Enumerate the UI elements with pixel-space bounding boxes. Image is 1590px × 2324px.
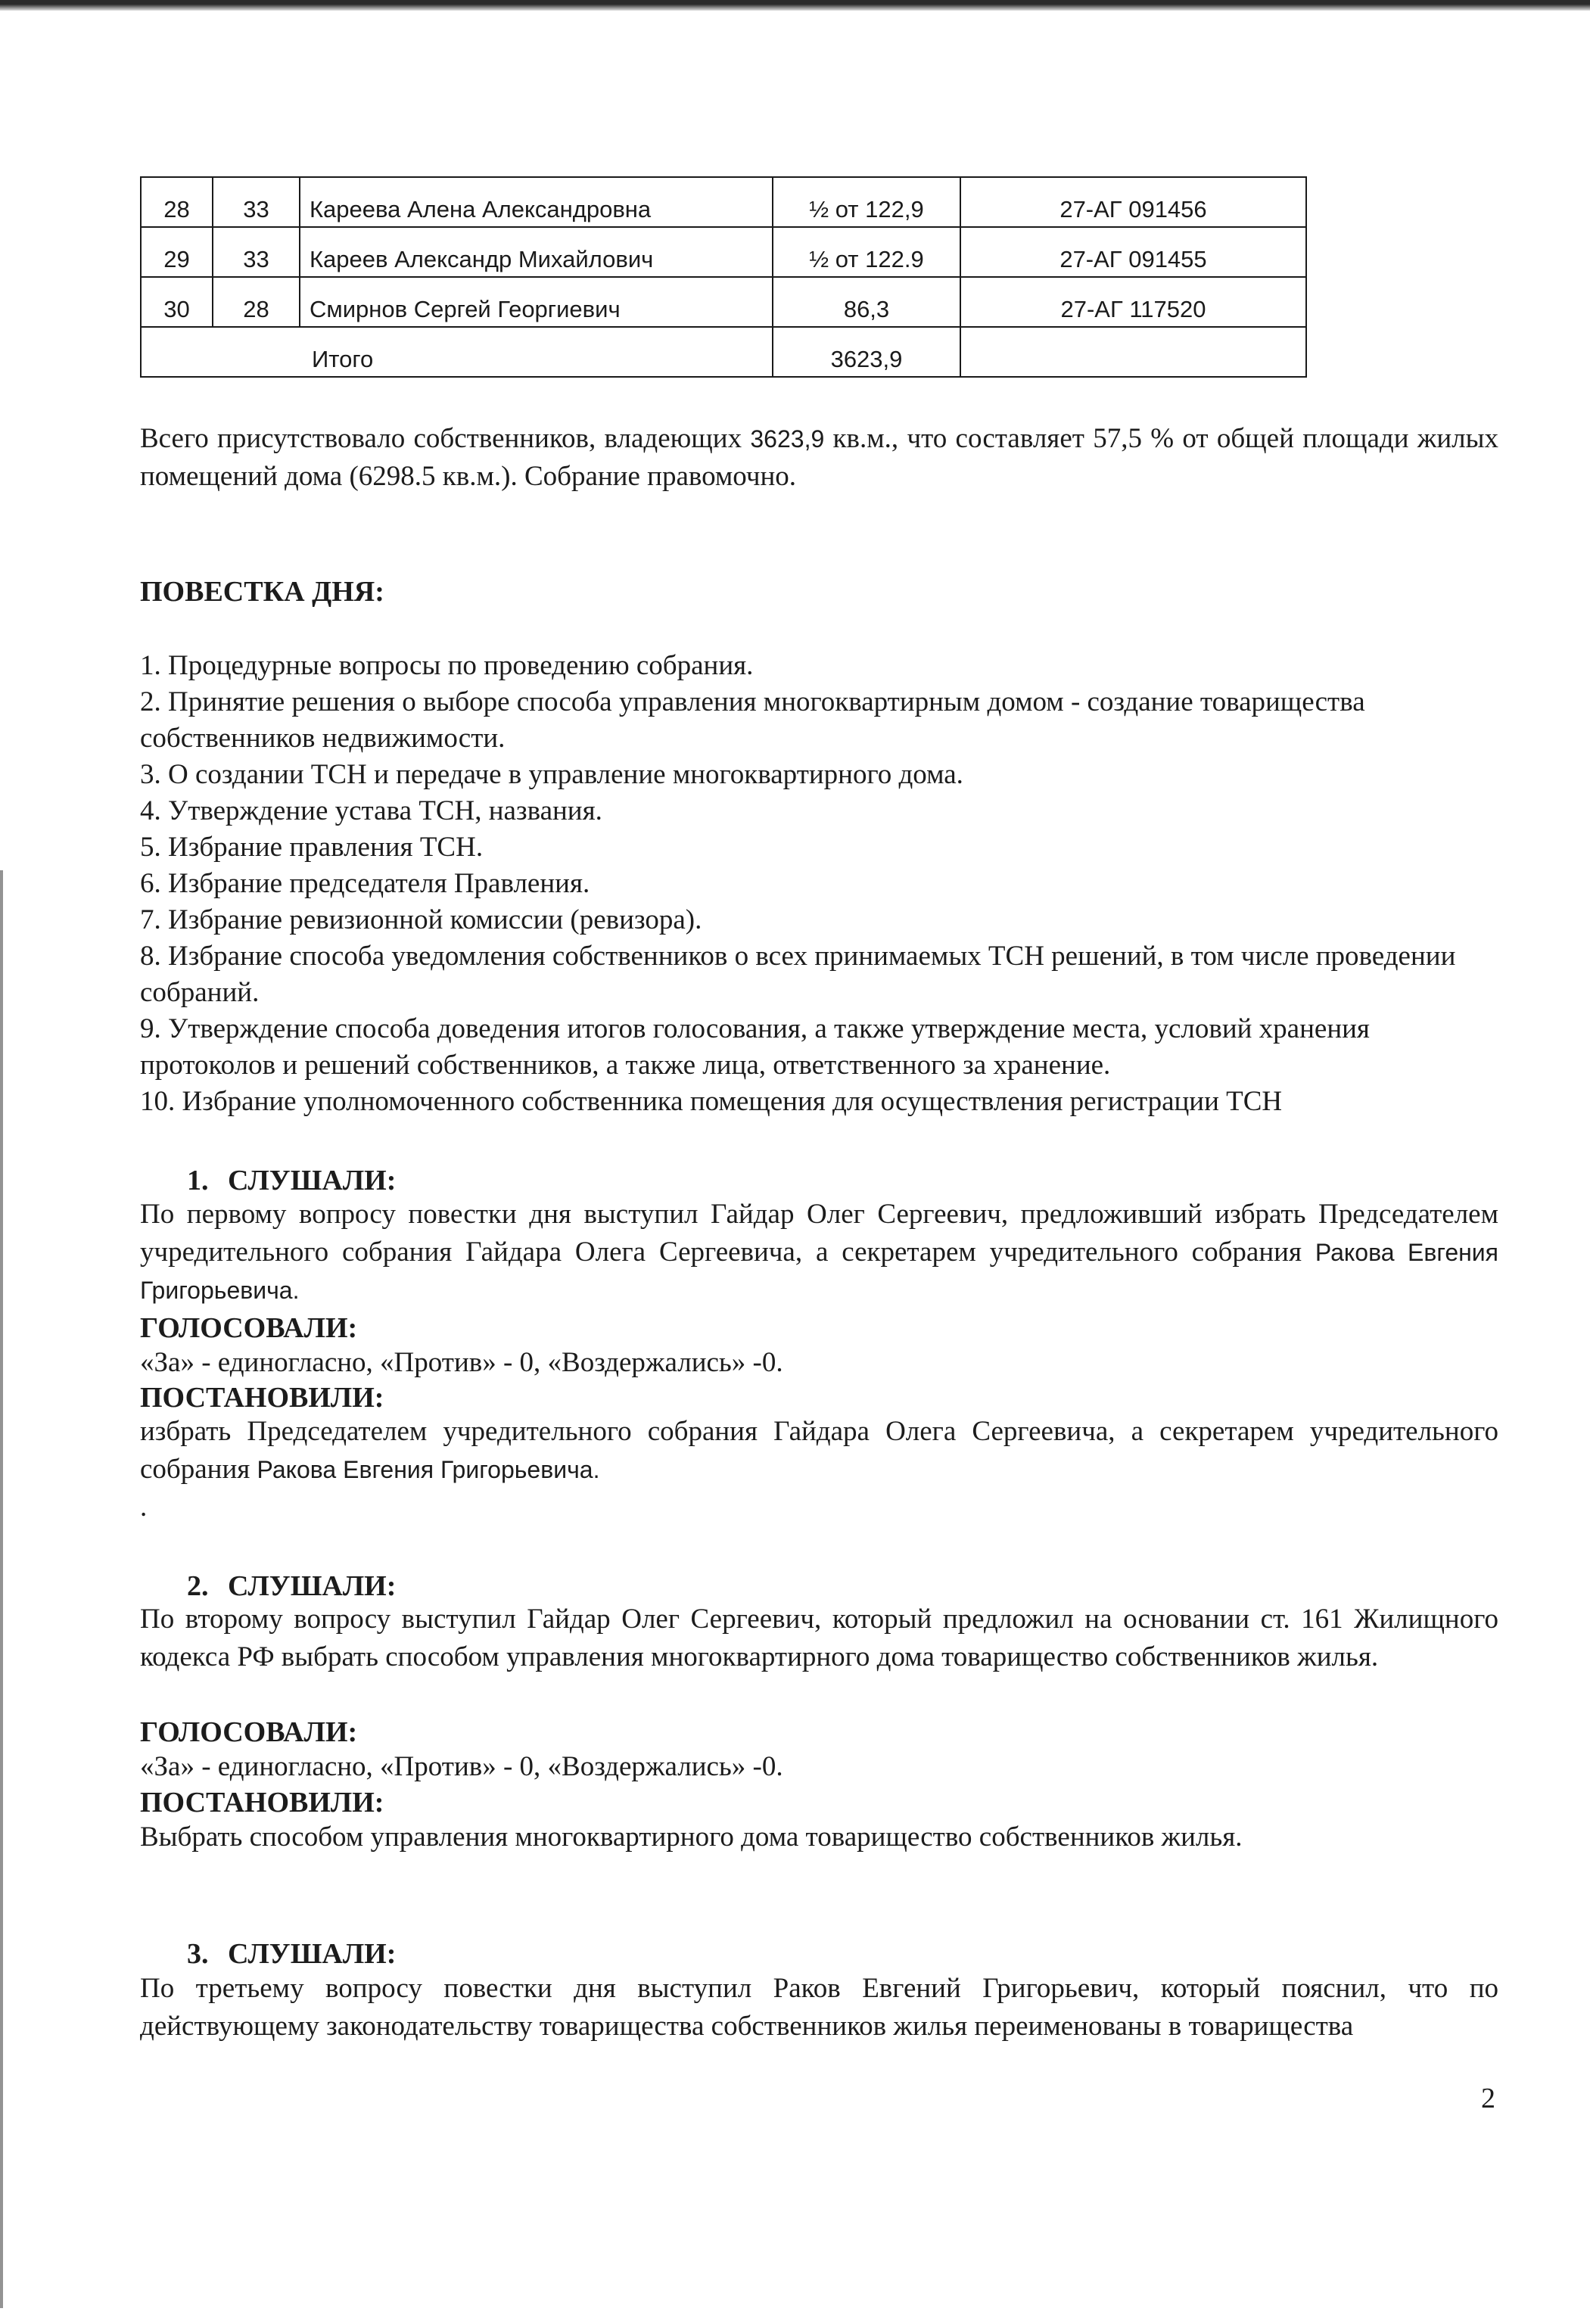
agenda-item: 2. Принятие решения о выборе способа управления многоквартирным домом - создание товарищества собственников недвижимости. [140,686,1365,754]
agenda-item: 8. Избрание способа уведомления собственников о всех принимаемых ТСН решений, в том числе проведении собраний. [140,941,1456,1008]
total-label: Итого [141,327,773,377]
agenda-item: 7. Избрание ревизионной комиссии (ревизора). [140,904,702,935]
heard-label: СЛУШАЛИ: [228,1165,397,1196]
agenda-title: ПОВЕСТКА ДНЯ: [140,576,384,608]
stray-dot: . [140,1492,148,1523]
table-total-row [141,327,1306,377]
quorum-text-before: Всего присутствовало собственников, владеющих [140,423,751,454]
section-3-heard-text: По третьему вопросу повестки дня выступил Раков Евгений Григорьевич, который пояснил, что по действующему законодательству товарищества собственников жилья переименованы в товарищества [140,1973,1498,2042]
agenda-item: 9. Утверждение способа доведения итогов голосования, а также утверждение места, условий хранения протоколов и решений собственников, а также лица, ответственного за хранение. [140,1013,1370,1081]
owner-name-cell: Кареева Алена Александровна [300,177,773,227]
quorum-text-after: кв.м., что составляет 57,5 % от общей площади жилых помещений дома (6298.5 кв.м.). Собрание правомочно. [140,423,1498,492]
section-2-decided-label: ПОСТАНОВИЛИ: [140,1787,384,1818]
agenda-item: 5. Избрание правления ТСН. [140,832,484,863]
owner-name-cell: Кареев Александр Михайлович [300,227,773,277]
area-share-cell: 86,3 [773,277,960,327]
page-number: 2 [1481,2083,1495,2114]
heard-text-name: Ракова Евгения Григорьевича. [140,1239,1499,1304]
certificate-cell: 27-АГ 091455 [960,227,1306,277]
apartment-cell: 33 [213,177,300,227]
agenda-item: 6. Избрание председателя Правления. [140,868,590,899]
apartment-cell: 28 [213,277,300,327]
section-2-voted-text: «За» - единогласно, «Против» - 0, «Воздержались» -0. [140,1751,783,1782]
section-1-voted-label: ГОЛОСОВАЛИ: [140,1312,358,1344]
certificate-cell: 27-АГ 117520 [960,277,1306,327]
area-share-cell: ½ от 122.9 [773,227,960,277]
decided-text: избрать Председателем учредительного собрания Гайдара Олега Сергеевича, а секретарем учредительного собрания [140,1416,1498,1485]
section-1-decided-label: ПОСТАНОВИЛИ: [140,1382,384,1414]
section-2-heard-text: По второму вопросу выступил Гайдар Олег Сергеевич, который предложил на основании ст. 161 Жилищного кодекса РФ выбрать способом управления многоквартирного дома товарищество собственников жилья. [140,1604,1498,1672]
agenda-list [140,648,1498,1120]
owners-table-body [141,177,1306,377]
quorum-paragraph [140,420,1498,496]
section-1-heard-text [140,1196,1498,1309]
table-row [141,277,1306,327]
table-row [141,177,1306,227]
agenda-item: 10. Избрание уполномоченного собственника помещения для осуществления регистрации ТСН [140,1086,1283,1117]
quorum-area: 3623,9 [750,425,825,453]
section-1-decided-text [140,1413,1498,1489]
owner-name-cell: Смирнов Сергей Георгиевич [300,277,773,327]
section-1-heard-heading [140,1162,1545,1199]
total-empty-cell [960,327,1306,377]
heard-text: По первому вопросу повестки дня выступил Гайдар Олег Сергеевич, предложивший избрать Председателем учредительного собрания Гайдара Олега Сергеевича, а секретарем учредительного собрания [140,1199,1498,1268]
row-number-cell: 28 [141,177,213,227]
table-row [141,227,1306,277]
section-2-decided-text: Выбрать способом управления многоквартирного дома товарищество собственников жилья. [140,1822,1243,1853]
apartment-cell: 33 [213,227,300,277]
section-2-voted-label: ГОЛОСОВАЛИ: [140,1716,358,1748]
owners-table [140,176,1307,378]
total-value: 3623,9 [773,327,960,377]
area-share-cell: ½ от 122,9 [773,177,960,227]
section-1-voted-text: «За» - единогласно, «Против» - 0, «Воздержались» -0. [140,1347,783,1378]
certificate-cell: 27-АГ 091456 [960,177,1306,227]
heard-label: СЛУШАЛИ: [228,1938,397,1970]
row-number-cell: 29 [141,227,213,277]
heard-label: СЛУШАЛИ: [228,1570,397,1602]
section-2-heard-heading [140,1567,1545,1605]
agenda-item: 4. Утверждение устава ТСН, названия. [140,795,602,826]
decided-text-name: Ракова Евгения Григорьевича. [257,1456,600,1483]
section-number: 2. [187,1570,209,1602]
section-number: 3. [187,1938,209,1970]
agenda-item: 3. О создании ТСН и передаче в управление многоквартирного дома. [140,759,963,790]
agenda-item: 1. Процедурные вопросы по проведению собрания. [140,650,754,681]
section-3-heard-heading [140,1935,1545,1973]
section-number: 1. [187,1165,209,1196]
row-number-cell: 30 [141,277,213,327]
